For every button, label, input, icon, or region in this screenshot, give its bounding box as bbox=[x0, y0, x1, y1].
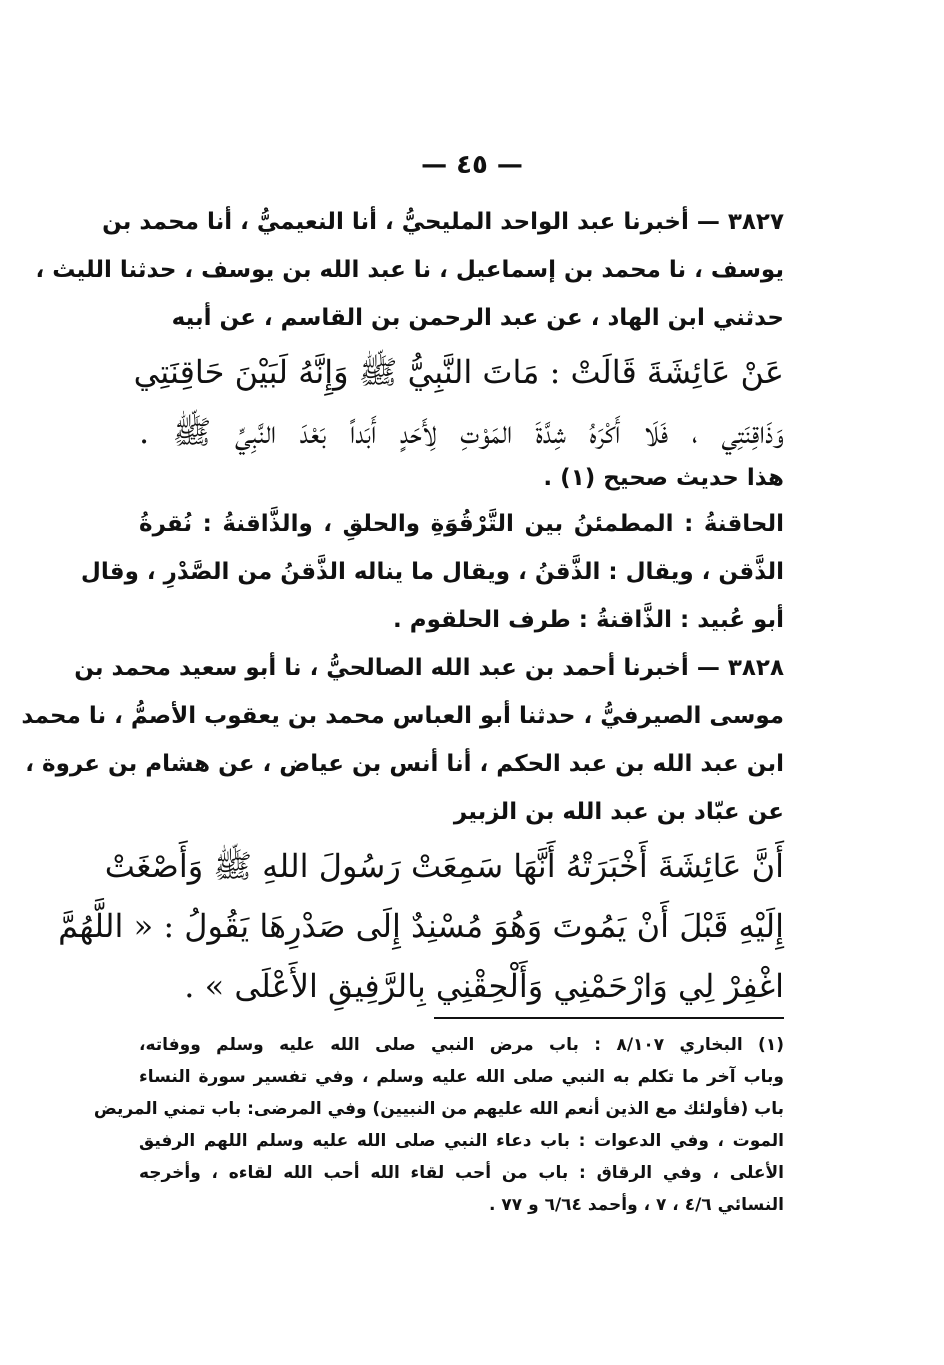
grading-line: هذا حديث صحيح (١) . bbox=[543, 465, 784, 491]
footnote-line: وباب آخر ما تكلم به النبي صلى الله عليه وسلم ، وفي تفسير سورة النساء bbox=[139, 1067, 784, 1087]
isnad-line: يوسف ، نا محمد بن إسماعيل ، نا عبد الله بن يوسف ، حدثنا الليث ، bbox=[35, 257, 784, 283]
glossary-line: أبو عُبيد : الذَّاقنةُ : طرف الحلقوم . bbox=[393, 607, 784, 633]
isnad-line: عن عبّاد بن عبد الله بن الزبير bbox=[453, 799, 784, 825]
matn-line: اغْفِرْ لِي وَارْحَمْنِي وَأَلْحِقْنِي بِالرَّفِيقِ الأَعْلَى » . bbox=[184, 967, 784, 1005]
matn-line: إِلَيْهِ قَبْلَ أَنْ يَمُوتَ وَهُوَ مُسْنِدٌ إِلَى صَدْرِهَا يَقُولُ : « اللَّهُمَّ bbox=[58, 907, 784, 945]
glossary-line: الحاقنةُ : المطمئنُ بين التَّرْقُوَةِ والحلقِ ، والذَّاقنةُ : نُقرةُ bbox=[139, 511, 784, 537]
isnad-line: ٣٨٢٨ — أخبرنا أحمد بن عبد الله الصالحيُّ ، نا أبو سعيد محمد بن bbox=[74, 655, 784, 681]
footnote-line: باب (فأولئك مع الذين أنعم الله عليهم من النبيين) وفي المرضى: باب تمني المريض bbox=[93, 1099, 784, 1119]
footnote-divider bbox=[434, 1017, 784, 1019]
matn-line: وَذَاقِنَتِي ، فَلَا أَكْرَهُ شِدَّةَ المَوْتِ لِأَحَدٍ أَبَداً بَعْدَ النَّبِيِّ ﷺ . bbox=[139, 413, 784, 451]
glossary-line: الذَّقن ، ويقال : الذَّقنُ ، ويقال ما يناله الذَّقنُ من الصَّدْرِ ، وقال bbox=[80, 559, 784, 585]
footnote-line: الأعلى ، وفي الرقاق : باب من أحب لقاء الله أحب الله لقاءه ، وأخرجه bbox=[139, 1163, 784, 1183]
matn-line: عَنْ عَائِشَةَ قَالَتْ : مَاتَ النَّبِيُّ ﷺ وَإِنَّهُ لَبَيْنَ حَاقِنَتِي bbox=[133, 353, 784, 391]
footnote-line: (١) البخاري ٨/١٠٧ : باب مرض النبي صلى الله عليه وسلم ووفاته، bbox=[139, 1035, 784, 1055]
matn-line: أَنَّ عَائِشَةَ أَخْبَرَتْهُ أَنَّهَا سَمِعَتْ رَسُولَ اللهِ ﷺ وَأَصْغَتْ bbox=[104, 847, 784, 885]
isnad-line: ابن عبد الله بن عبد الحكم ، أنا أنس بن عياض ، عن هشام بن عروة ، bbox=[25, 751, 784, 777]
footnote-line: النسائي ٤/٦ ، ٧ ، وأحمد ٦/٦٤ و ٧٧ . bbox=[489, 1195, 784, 1215]
isnad-line: موسى الصيرفيُّ ، حدثنا أبو العباس محمد بن يعقوب الأصمُّ ، نا محمد bbox=[21, 703, 784, 729]
isnad-line: حدثني ابن الهاد ، عن عبد الرحمن بن القاسم ، عن أبيه bbox=[171, 305, 784, 331]
isnad-line: ٣٨٢٧ — أخبرنا عبد الواحد المليحيُّ ، أنا النعيميُّ ، أنا محمد بن bbox=[102, 209, 784, 235]
page-number: — ٤٥ — bbox=[421, 150, 523, 180]
footnote-line: الموت ، وفي الدعوات : باب دعاء النبي صلى الله عليه وسلم اللهم الرفيق bbox=[139, 1131, 784, 1151]
